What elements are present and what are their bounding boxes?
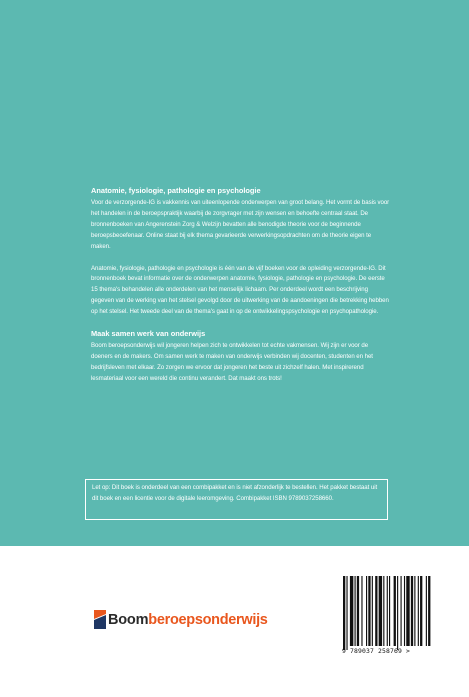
barcode-bar — [397, 576, 398, 650]
logo-brand-text: Boom — [108, 611, 149, 628]
barcode-bar — [401, 576, 402, 646]
section-1-paragraph-2: Anatomie, fysiologie, pathologie en psychologie is één van de vijf boeken voor de opleiding verzorgende-IG. Dit bronnenboek bevat informatie over de onderwerpen anatomie, fysiologie, pathologie en psychologie. De eerste 15 thema's behandelen alle onderdelen van het menselijk lichaam. Per onderdeel wordt een beschrijving gegeven van de werking van het stelsel gevolgd door de uitwerking van de aandoeningen die betrekking hebben op het stelsel. Het tweede deel van de thema's gaat in op de ontwikkelingspsychologie en psychopathologie. — [91, 264, 389, 316]
section-1-paragraph-1: Voor de verzorgende-IG is vakkennis van uiteenlopende onderwerpen van groot belang. Het vormt de basis voor het handelen in de beroepspraktijk waarbij de zorgvrager met zijn wensen en behoefte centraal staat. De bronnenboeken van Angerenstein Zorg & Welzijn bevatten alle benodigde theorie voor de beginnende beroepsbeoefenaar. Online staat bij elk thema gevarieerde verwerkingsopdrachten om de theorie eigen te maken. — [91, 199, 390, 250]
barcode-bar — [343, 576, 345, 650]
barcode-bar — [387, 576, 388, 646]
barcode-bar — [375, 576, 377, 646]
barcode-bar — [426, 576, 427, 646]
barcode-bar — [428, 576, 430, 646]
section-2-heading: Maak samen werk van onderwijs — [91, 329, 206, 339]
barcode-bar — [346, 576, 347, 650]
notice-text: Let op: Dit boek is onderdeel van een combipakket en is niet afzonderlijk te bestellen. Het pakket bestaat uit dit boek en een licentie voor de digitale leeromgeving. Combipakket ISBN 9789037258660. — [92, 484, 378, 502]
barcode-bar — [368, 576, 370, 646]
section-2-paragraph-1: Boom beroepsonderwijs wil jongeren helpen zich te ontwikkelen tot echte vakmensen. Wij zijn er voor de doeners en de makers. Om samen werk te maken van onderwijs verbinden wij docenten, studenten en het bedrijfsleven met elkaar. Zo zorgen we ervoor dat jongeren het beste uit zichzelf halen. Met inspirerend lesmateriaal voor een wereld die continu verandert. Dat maakt ons trots! — [91, 342, 373, 382]
barcode-bar — [383, 576, 384, 646]
publisher-logo — [94, 610, 268, 629]
barcode-icon — [338, 570, 437, 658]
barcode-bar — [357, 576, 359, 646]
barcode-bar — [411, 576, 413, 646]
barcode-bar — [372, 576, 373, 646]
barcode-bar — [350, 576, 353, 646]
barcode-digits: 9 789037 258769 > — [342, 647, 410, 655]
section-1-heading: Anatomie, fysiologie, pathologie en psychologie — [91, 186, 261, 195]
barcode-bar — [379, 576, 382, 646]
barcode-bar — [414, 576, 415, 646]
barcode-bar — [420, 576, 422, 646]
isbn-barcode — [338, 570, 437, 658]
barcode-bar — [418, 576, 419, 646]
barcode-bar — [404, 576, 405, 646]
barcode-bar — [355, 576, 356, 646]
logo-division-text: beroepsonderwijs — [148, 611, 268, 628]
barcode-bar — [366, 576, 367, 646]
boom-logo-icon — [94, 610, 106, 629]
barcode-bar — [389, 576, 390, 646]
back-cover-text — [91, 186, 391, 396]
barcode-bar — [361, 576, 362, 646]
barcode-bar — [406, 576, 409, 646]
combipakket-notice — [85, 479, 388, 520]
barcode-bar — [394, 576, 396, 646]
